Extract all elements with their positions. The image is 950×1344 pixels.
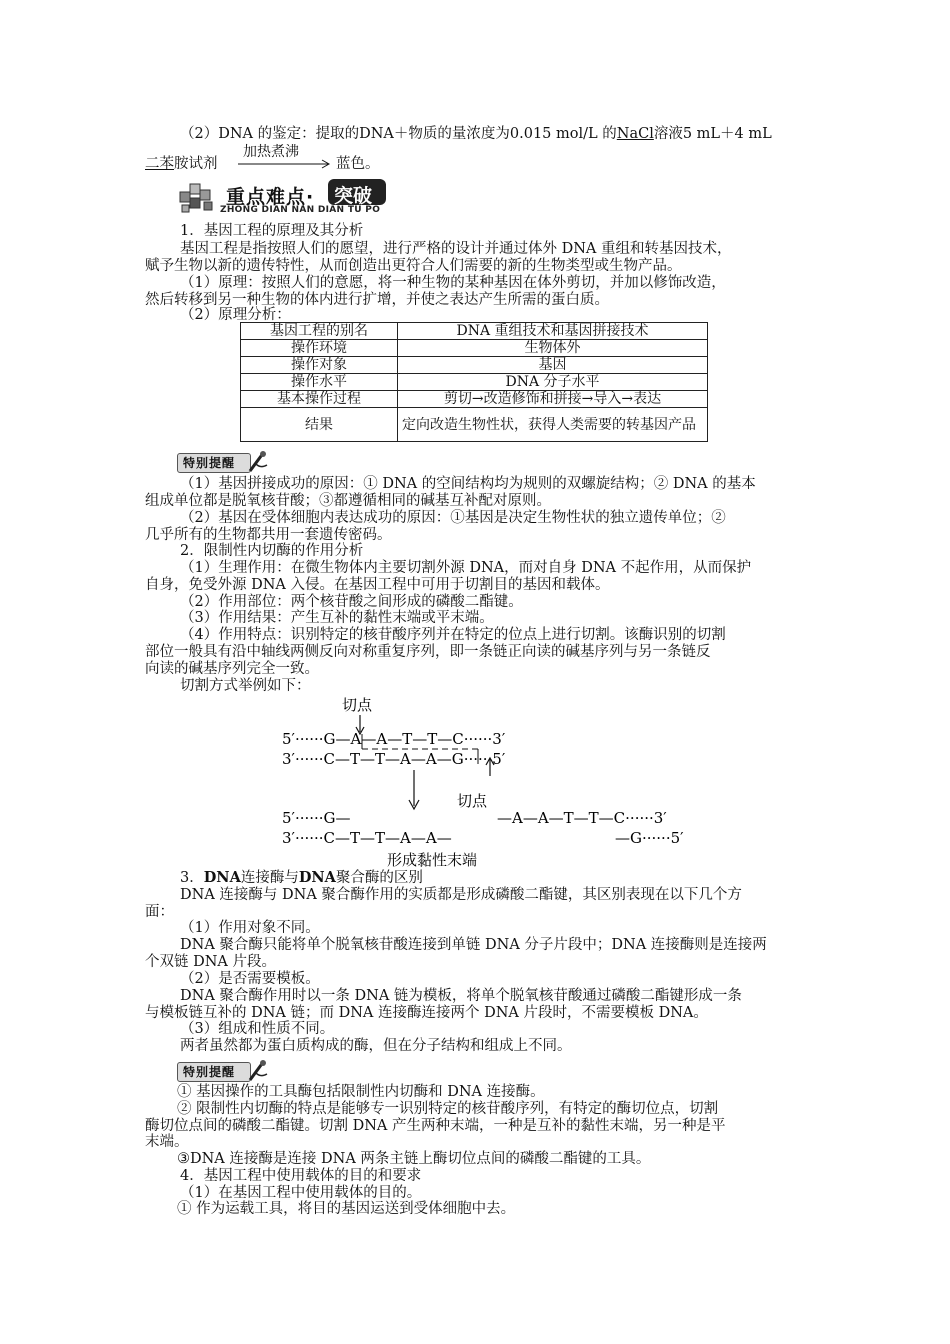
text-line: ① 作为运载工具，将目的基因运送到受体细胞中去。: [177, 1201, 516, 1217]
text-line: （1）基因拼接成功的原因：① DNA 的空间结构均为规则的双螺旋结构；② DNA 的基本: [180, 476, 756, 492]
text-line: （1）原理：按照人们的意愿，将一种生物的某种基因在体外剪切，并加以修饰改造，: [180, 275, 726, 291]
text-line: 与模板链互补的 DNA 链；而 DNA 连接酶连接两个 DNA 片段时，不需要模板 DNA。: [145, 1005, 708, 1021]
reaction-arrow-icon: [238, 158, 332, 170]
text-line: （2）是否需要模板。: [180, 971, 320, 987]
dna-strand-bottom: 3′······C—T—T—A—A—G······5′: [282, 750, 506, 768]
fragment-left-top: 5′······G—: [282, 809, 351, 827]
table-row: [241, 340, 708, 357]
table-cell: 生物体外: [398, 340, 708, 357]
text-line: ① 基因操作的工具酶包括限制性内切酶和 DNA 连接酶。: [177, 1084, 545, 1100]
fragment-right-top: —A—A—T—T—C······3′: [497, 809, 667, 827]
nacl-text: NaCl: [616, 126, 654, 142]
table-row: [241, 391, 708, 408]
section-heading: 1．基因工程的原理及其分析: [180, 223, 364, 239]
pen-icon: [247, 449, 269, 475]
table-cell: DNA 重组技术和基因拼接技术: [398, 323, 708, 340]
cubes-logo-icon: [178, 180, 222, 214]
text: （2）DNA 的鉴定：提取的DNA＋物质的量浓度为0.015 mol/L 的: [180, 126, 617, 142]
section-heading: 2．限制性内切酶的作用分析: [180, 543, 364, 559]
table-cell: 操作环境: [241, 340, 398, 357]
table-row: [241, 374, 708, 391]
text-line: DNA 聚合酶只能将单个脱氧核苷酸连接到单链 DNA 分子片段中；DNA 连接酶则是连接两: [180, 937, 767, 953]
text-line: 个双链 DNA 片段。: [145, 954, 277, 970]
text-line: 蓝色。: [336, 156, 380, 172]
section-banner: [178, 176, 393, 218]
text: 胺试剂: [174, 156, 218, 172]
text-line: 酶切位点间的磷酸二酯键。切割 DNA 产生两种末端，一种是互补的黏性末端，另一种是平: [145, 1118, 726, 1134]
text-line: 面：: [145, 904, 174, 920]
text-line: [145, 155, 218, 173]
text-line: 向读的碱基序列完全一致。: [145, 661, 319, 677]
text-line: （2）作用部位：两个核苷酸之间形成的磷酸二酯键。: [180, 594, 523, 610]
table-cell: 操作对象: [241, 357, 398, 374]
tip-badge: [177, 1058, 269, 1084]
pen-icon: [247, 1058, 269, 1084]
table-cell: 操作水平: [241, 374, 398, 391]
text-line: （1）生理作用：在微生物体内主要切割外源 DNA，而对自身 DNA 不起作用，从而保护: [180, 560, 752, 576]
principle-table: [240, 322, 708, 442]
diagram-caption: 形成黏性末端: [387, 851, 478, 869]
table-cell: 基因工程的别名: [241, 323, 398, 340]
cut-point-label-top: 切点: [342, 696, 373, 714]
text-line: ③DNA 连接酶是连接 DNA 两条主链上酶切位点间的磷酸二酯键的工具。: [177, 1151, 651, 1167]
arrow-label: 加热煮沸: [243, 144, 299, 160]
banner-title: 重点难点·: [226, 186, 315, 208]
table-cell: 定向改造生物性状，获得人类需要的转基因产品: [398, 408, 708, 442]
text-line: 几乎所有的生物都共用一套遗传密码。: [145, 527, 392, 543]
text-line: 然后转移到另一种生物的体内进行扩增，并使之表达产生所需的蛋白质。: [145, 292, 609, 308]
text-line: ② 限制性内切酶的特点是能够专一识别特定的核苷酸序列，有特定的酶切位点，切割: [177, 1101, 719, 1117]
text-line: 基因工程是指按照人们的愿望，进行严格的设计并通过体外 DNA 重组和转基因技术，: [180, 241, 732, 257]
text-line: 部位一般具有沿中轴线两侧反向对称重复序列，即一条链正向读的碱基序列与另一条链反: [145, 644, 711, 660]
table-cell: 剪切→改造修饰和拼接→导入→表达: [398, 391, 708, 408]
tip-label: 特别提醒: [183, 456, 236, 470]
text-line: 两者虽然都为蛋白质构成的酶，但在分子结构和组成上不同。: [180, 1038, 572, 1054]
banner-tag: 突破: [334, 185, 373, 207]
table-row: [241, 323, 708, 340]
table-row: [241, 408, 708, 442]
table-cell: 基本操作过程: [241, 391, 398, 408]
text: 溶液5 mL＋4 mL: [653, 126, 772, 142]
table-cell: DNA 分子水平: [398, 374, 708, 391]
restriction-cut-diagram: [282, 690, 712, 870]
text-line: （1）作用对象不同。: [180, 920, 320, 936]
banner-pinyin: ZHONG DIAN NAN DIAN TU PO: [220, 205, 381, 215]
text-line: 组成单位都是脱氧核苷酸；③都遵循相同的碱基互补配对原则。: [145, 493, 551, 509]
text-line: （2）基因在受体细胞内表达成功的原因：①基因是决定生物性状的独立遗传单位；②: [180, 510, 726, 526]
text-line: （1）在基因工程中使用载体的目的。: [180, 1185, 422, 1201]
text-line: DNA 聚合酶作用时以一条 DNA 链为模板，将单个脱氧核苷酸通过磷酸二酯键形成一条: [180, 988, 742, 1004]
text-line: DNA 连接酶与 DNA 聚合酶作用的实质都是形成磷酸二酯键，其区别表现在以下几个方: [180, 887, 742, 903]
table-row: [241, 357, 708, 374]
text-line: （3）组成和性质不同。: [180, 1021, 335, 1037]
text-line: 赋予生物以新的遗传特性，从而创造出更符合人们需要的新的生物类型或生物产品。: [145, 258, 682, 274]
text-line: 切割方式举例如下：: [180, 678, 311, 694]
section-heading: 3．DNA连接酶与DNA聚合酶的区别: [180, 869, 423, 886]
text-line: 末端。: [145, 1134, 189, 1150]
tip-badge: [177, 449, 269, 475]
text-line: （4）作用特点：识别特定的核苷酸序列并在特定的位点上进行切割。该酶识别的切割: [180, 627, 726, 643]
table-cell: 基因: [398, 357, 708, 374]
fragment-right-bottom: —G······5′: [615, 829, 684, 847]
cut-point-label-bottom: 切点: [457, 792, 488, 810]
text-line: （3）作用结果：产生互补的黏性末端或平末端。: [180, 610, 494, 626]
text: 二苯: [145, 156, 174, 172]
dna-strand-top: 5′······G—A—A—T—T—C······3′: [282, 730, 506, 748]
tip-label: 特别提醒: [183, 1065, 236, 1079]
text-line: （2）原理分析：: [180, 307, 291, 323]
table-cell: 结果: [241, 408, 398, 442]
text-line: 自身，免受外源 DNA 入侵。在基因工程中可用于切割目的基因和载体。: [145, 577, 610, 593]
fragment-left-bottom: 3′······C—T—T—A—A—: [282, 829, 452, 847]
section-heading: 4．基因工程中使用载体的目的和要求: [180, 1168, 422, 1184]
